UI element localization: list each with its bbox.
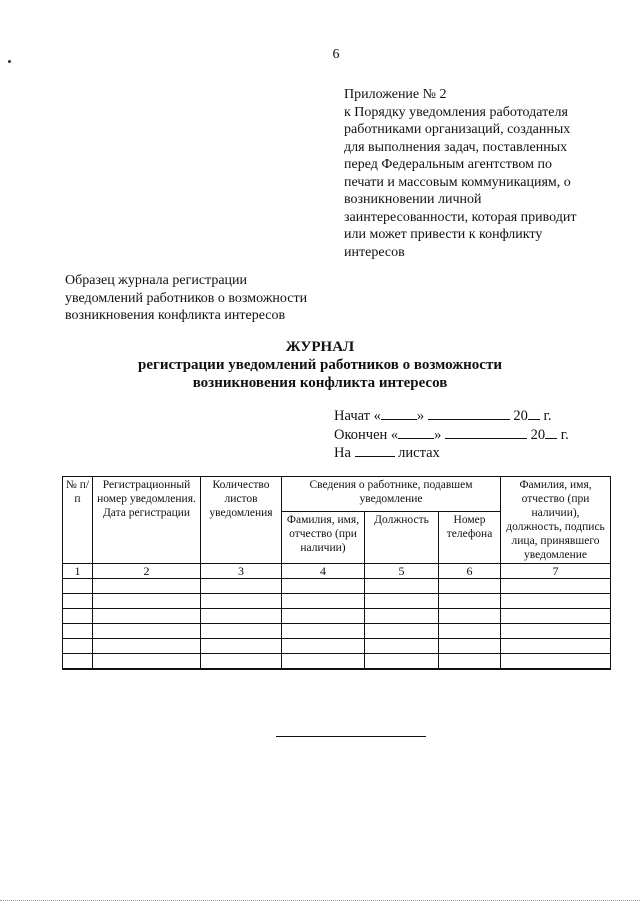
table-cell xyxy=(93,579,201,594)
table-cell xyxy=(201,609,282,624)
sample-caption-line: уведомлений работников о возможности xyxy=(65,290,308,306)
started-year: 20 xyxy=(513,408,528,424)
scan-edge-marks xyxy=(0,900,640,903)
ended-label: Окончен « xyxy=(334,426,399,443)
journal-subtitle-line: возникновения конфликта интересов xyxy=(192,375,448,391)
table-row xyxy=(63,639,611,654)
column-number: 6 xyxy=(439,564,501,579)
sample-caption-line: Образец журнала регистрации xyxy=(65,273,248,288)
table-cell xyxy=(282,639,365,654)
header-receiver: Фамилия, имя, отчество (при наличии), должность, подпись лица, принявшего уведомление xyxy=(501,477,611,564)
table-cell xyxy=(93,654,201,670)
table-cell xyxy=(63,609,93,624)
sample-caption xyxy=(65,272,365,325)
header-full-name: Фамилия, имя, отчество (при наличии) xyxy=(282,512,365,564)
table-cell xyxy=(93,624,201,639)
table-header-row xyxy=(63,477,611,512)
table-cell xyxy=(63,654,93,670)
table-cell xyxy=(501,639,611,654)
table-cell xyxy=(282,654,365,670)
ended-suffix: г. xyxy=(560,426,569,443)
started-year-blank xyxy=(528,407,540,420)
header-position: Должность xyxy=(365,512,439,564)
footer-divider xyxy=(276,736,426,737)
header-number: № п/п xyxy=(63,477,93,564)
table-cell xyxy=(63,594,93,609)
table-cell xyxy=(63,639,93,654)
header-sheet-count: Количество листов уведомления xyxy=(201,477,282,564)
table-row xyxy=(63,624,611,639)
journal-title xyxy=(0,338,640,392)
table-cell xyxy=(365,579,439,594)
table-cell xyxy=(201,594,282,609)
started-month-blank xyxy=(428,407,510,420)
header-phone: Номер телефона xyxy=(439,512,501,564)
journal-table xyxy=(62,476,611,670)
table-cell xyxy=(501,594,611,609)
table-cell xyxy=(501,609,611,624)
table-cell xyxy=(501,654,611,670)
column-number: 1 xyxy=(63,564,93,579)
sheets-blank xyxy=(355,444,395,457)
table-cell xyxy=(93,609,201,624)
ended-day-blank xyxy=(398,426,434,439)
ended-line xyxy=(334,426,569,445)
journal-subtitle-line: регистрации уведомлений работников о возможности xyxy=(138,357,502,373)
table-cell xyxy=(439,639,501,654)
appendix-line: или может привести к конфликту xyxy=(344,227,543,242)
ended-mid: » xyxy=(434,426,442,443)
appendix-line: работниками организаций, созданных xyxy=(344,122,571,137)
table-row xyxy=(63,579,611,594)
appendix-line: возникновении личной xyxy=(344,192,482,207)
sample-caption-line: возникновения конфликта интересов xyxy=(65,308,286,323)
table-cell xyxy=(439,654,501,670)
column-number: 4 xyxy=(282,564,365,579)
table-cell xyxy=(365,594,439,609)
sheets-suffix: листах xyxy=(398,445,440,461)
started-suffix: г. xyxy=(543,408,552,424)
sheets-label: На xyxy=(334,445,351,461)
page-number: 6 xyxy=(332,47,340,62)
table-cell xyxy=(365,639,439,654)
header-employee-group: Сведения о работнике, подавшем уведомление xyxy=(282,477,501,512)
table-cell xyxy=(63,579,93,594)
table-cell xyxy=(439,609,501,624)
appendix-line: Приложение № 2 xyxy=(344,87,447,102)
table-cell xyxy=(282,609,365,624)
ended-month-blank xyxy=(445,426,527,439)
appendix-line: к Порядку уведомления работодателя xyxy=(344,104,568,120)
table-cell xyxy=(201,639,282,654)
table-row xyxy=(63,609,611,624)
appendix-line: интересов xyxy=(344,244,405,260)
table-row xyxy=(63,654,611,670)
started-mid: » xyxy=(416,408,425,424)
column-number-row xyxy=(63,564,611,579)
appendix-line: перед Федеральным агентством по xyxy=(344,157,552,172)
table-cell xyxy=(201,654,282,670)
appendix-line: печати и массовым коммуникациям, о xyxy=(344,174,571,190)
column-number: 3 xyxy=(201,564,282,579)
table-row xyxy=(63,594,611,609)
ended-year-blank xyxy=(545,426,557,439)
appendix-line: заинтересованности, которая приводит xyxy=(344,209,577,225)
journal-heading: ЖУРНАЛ xyxy=(285,339,355,355)
table-cell xyxy=(282,594,365,609)
ended-year: 20 xyxy=(530,426,546,443)
column-number: 5 xyxy=(365,564,439,579)
table-cell xyxy=(201,579,282,594)
table-cell xyxy=(282,624,365,639)
scan-mark xyxy=(8,60,11,63)
journal-period xyxy=(334,407,569,463)
table-cell xyxy=(201,624,282,639)
started-line xyxy=(334,407,569,426)
started-day-blank xyxy=(381,407,417,420)
table-cell xyxy=(282,579,365,594)
table-cell xyxy=(439,624,501,639)
table-cell xyxy=(63,624,93,639)
table-cell xyxy=(365,609,439,624)
table-cell xyxy=(93,594,201,609)
table-cell xyxy=(501,579,611,594)
sheets-line xyxy=(334,444,569,463)
table-cell xyxy=(365,654,439,670)
column-number: 2 xyxy=(93,564,201,579)
table-cell xyxy=(93,639,201,654)
column-number: 7 xyxy=(501,564,611,579)
table-cell xyxy=(365,624,439,639)
appendix-note xyxy=(344,86,614,261)
table-cell xyxy=(501,624,611,639)
table-cell xyxy=(439,579,501,594)
started-label: Начат « xyxy=(334,408,381,424)
table-cell xyxy=(439,594,501,609)
header-registration: Регистрационный номер уведомления. Дата регистрации xyxy=(93,477,201,564)
appendix-line: для выполнения задач, поставленных xyxy=(344,139,568,155)
